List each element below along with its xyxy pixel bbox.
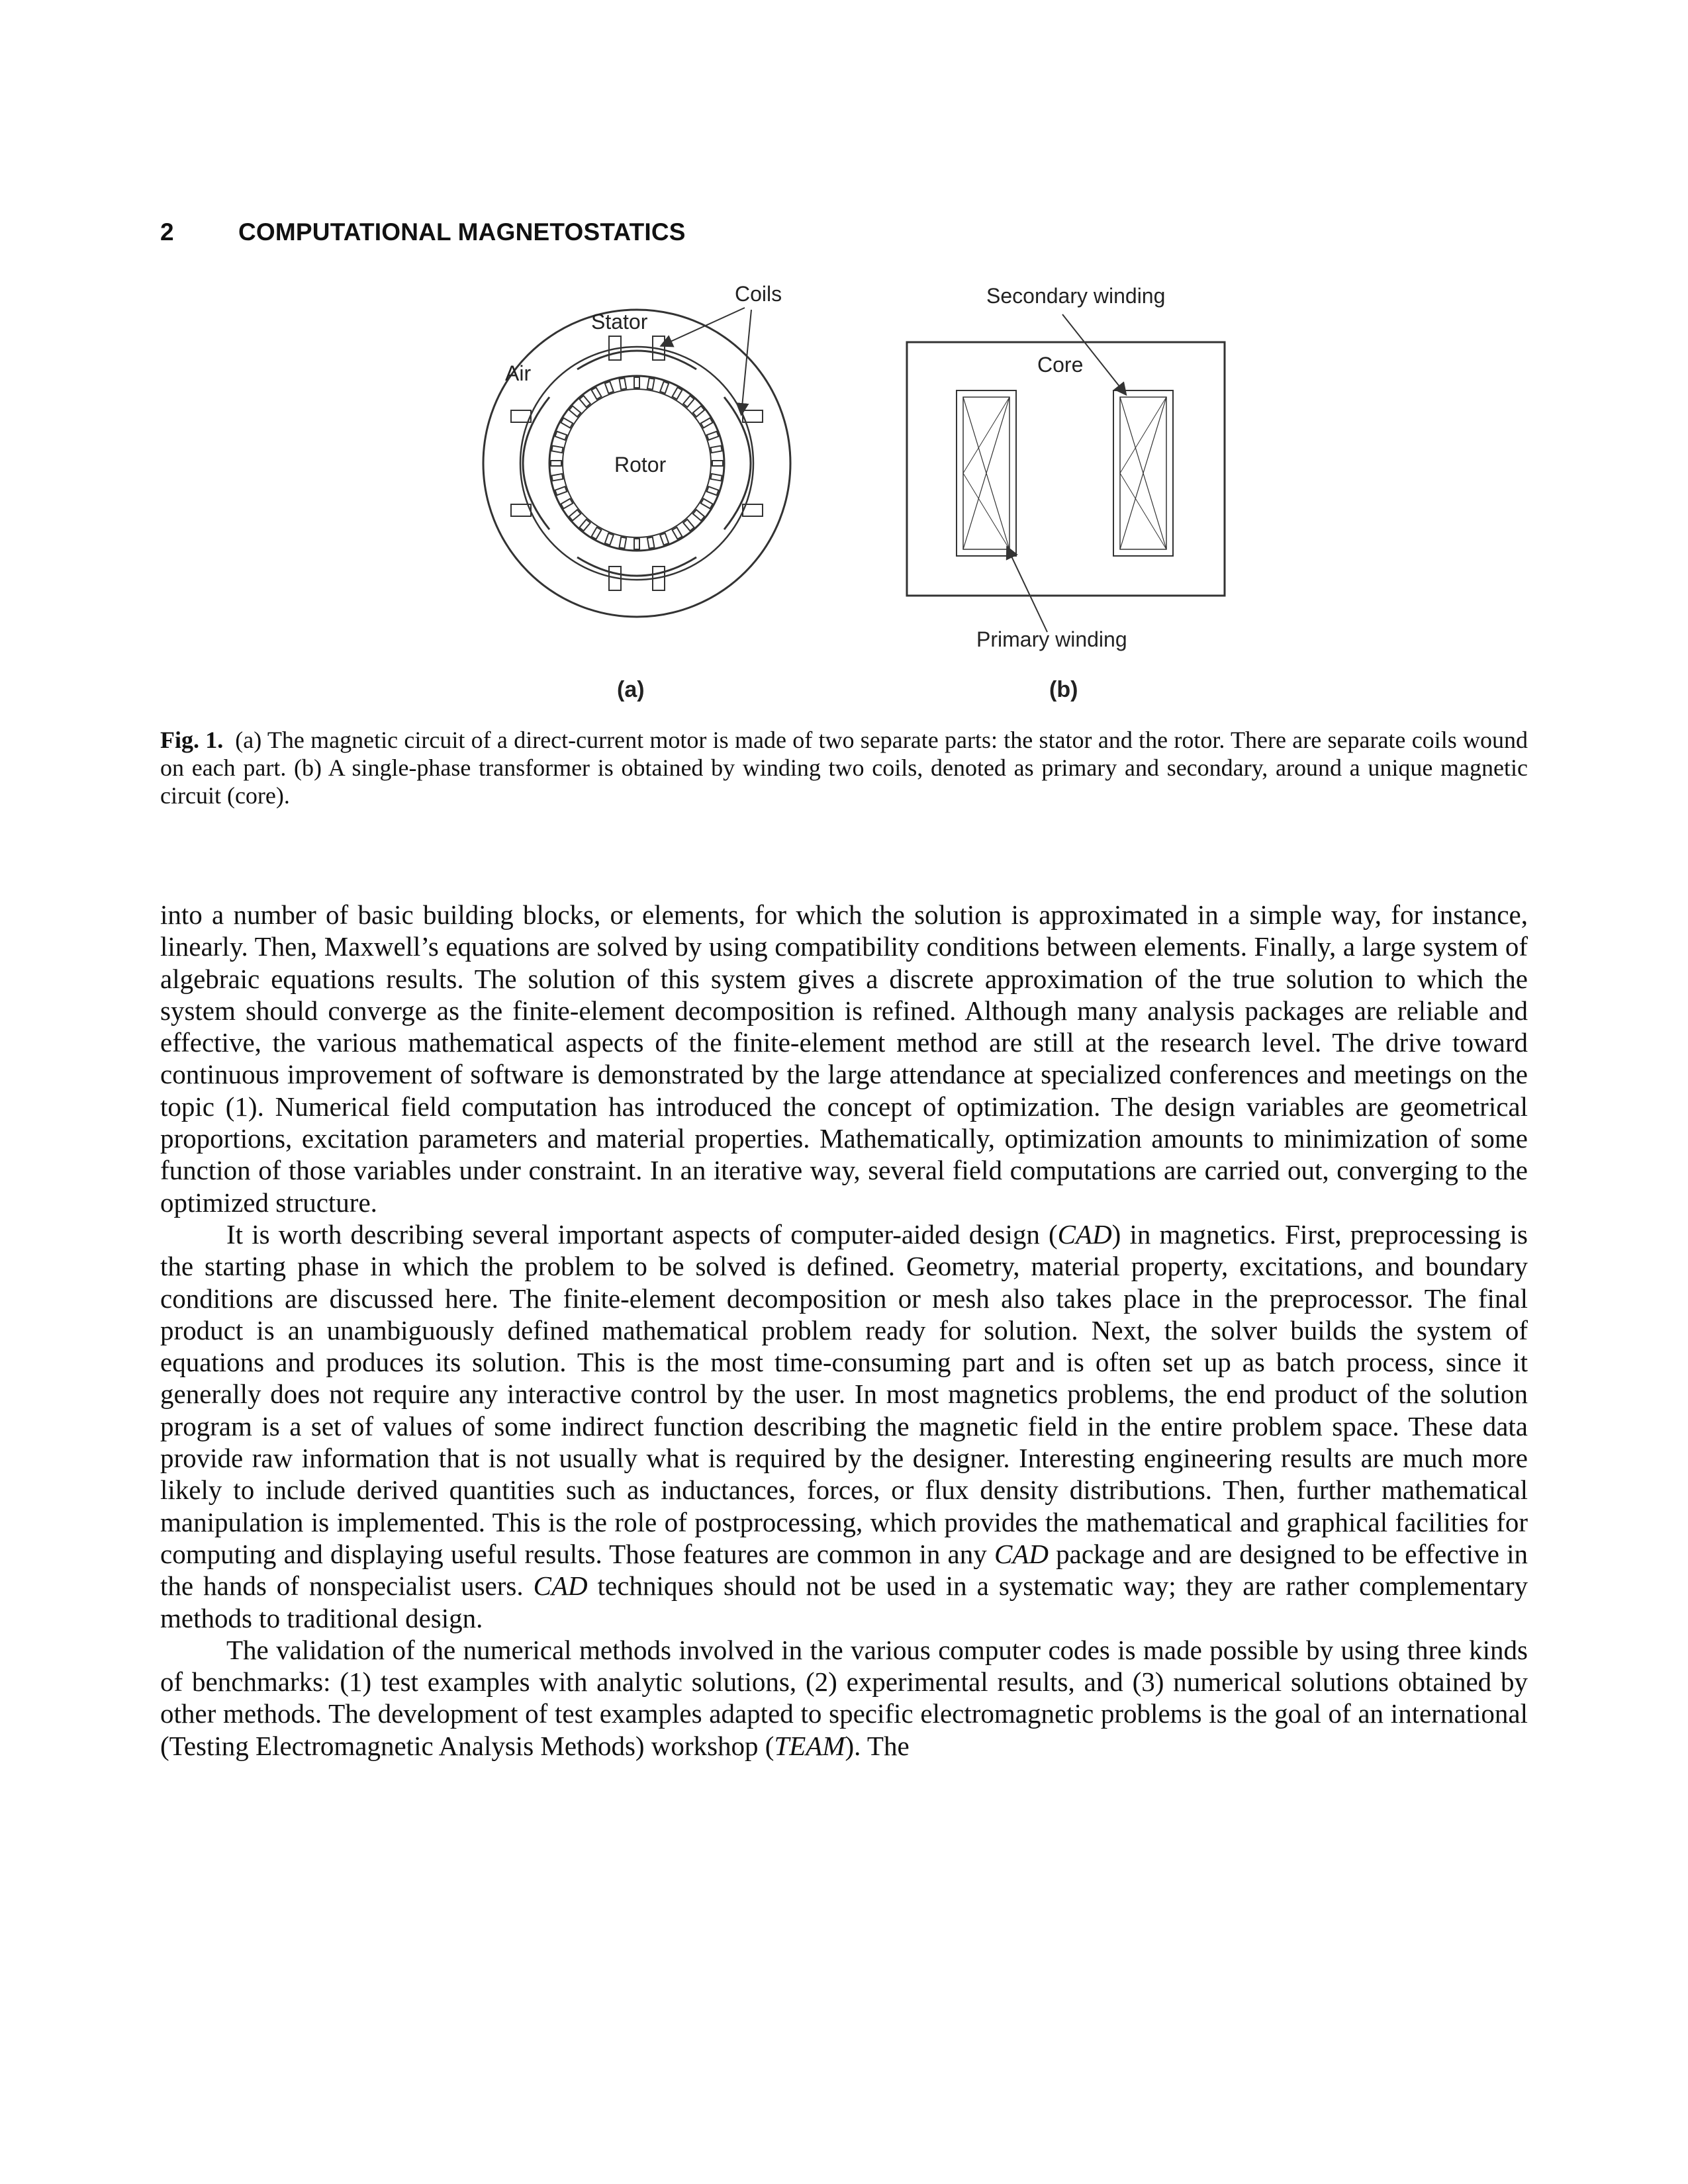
figure-1-drawing [463, 285, 1258, 715]
rotor-slot [619, 537, 626, 549]
rotor-slot [579, 396, 590, 407]
label-rotor: Rotor [614, 453, 667, 477]
rotor-slot [673, 527, 682, 539]
p3-text-2: ). The [845, 1730, 910, 1761]
transformer-core-outer [907, 342, 1225, 596]
rotor-slot [569, 510, 581, 520]
p2-text-4: techniques should not be used in a systematic way; they are rather complementary methods to traditional design. [160, 1570, 1528, 1633]
rotor-slot [605, 533, 614, 545]
rotor-slot [551, 474, 563, 481]
caption-text: (a) The magnetic circuit of a direct-current motor is made of two separate parts: the stator and the rotor. There are separate coils wound on each part. (b) A single-phase transformer is obtained by winding two coils, denoted as primary and secondary, around a unique magnetic circuit (core). [160, 727, 1528, 809]
label-air: Air [505, 361, 532, 385]
p2-text-3: package and are designed to be effective in the hands of nonspecialist users. [160, 1538, 1528, 1602]
p2-cad-1: CAD [1057, 1218, 1112, 1250]
rotor-slot [579, 520, 590, 531]
rotor-slot [707, 486, 719, 495]
pole-shoe-left [523, 397, 549, 529]
paragraph-1: into a number of basic building blocks, or elements, for which the solution is approximated in a simple way, for instance, linearly. Then, Maxwell’s equations are solved by using compatibility conditions between elements. Finally, a large system of algebraic equations results. The solution of this system gives a discrete approximation of the true solution to which the system should converge as the finite-element decomposition is refined. Although many analysis packages are reliable and effective, the various mathematical aspects of the finite-element method are still at the research level. The drive toward continuous improvement of software is demonstrated by the large attendance at specialized conferences and meetings on the topic (1). Numerical field computation has introduced the concept of optimization. The design variables are geometrical proportions, excitation parameters and material properties. Mathematically, optimization amounts to minimization of some function of those variables under constraint. In an iterative way, several field computations are carried out, converging to the optimized structure. [160, 899, 1528, 1218]
rotor-slot [701, 418, 713, 428]
label-primary-winding: Primary winding [976, 627, 1127, 651]
pole-shoe-right [724, 397, 751, 529]
sublabel-a: (a) [617, 677, 645, 702]
label-secondary-winding: Secondary winding [986, 285, 1166, 308]
pole-shoe-bottom [577, 557, 696, 576]
rotor-slot [647, 537, 655, 549]
pole-shoe-top [577, 351, 696, 369]
section-title: COMPUTATIONAL MAGNETOSTATICS [238, 218, 686, 246]
p3-team: TEAM [774, 1730, 845, 1761]
page-number: 2 [160, 218, 174, 246]
p2-cad-3: CAD [533, 1570, 588, 1602]
figure-1 [463, 285, 1258, 715]
rotor-slot [592, 527, 602, 539]
label-coils: Coils [735, 285, 782, 306]
running-head [160, 218, 686, 246]
rotor-slot [711, 474, 722, 481]
p2-text-2: ) in magnetics. First, preprocessing is the starting phase in which the problem to be solved is defined. Geometry, material property, excitations, and boundary conditions are discussed here. The finite-element decomposition or mesh also takes place in the preprocessor. The final product is an unambiguously defined mathematical problem ready for solution. Next, the solver builds the system of equations and produces its solution. This is the most time-consuming part and is often set up as batch process, since it generally does not require any interactive control by the user. In most magnetics problems, the end product of the solution program is a set of values of some indirect function describing the magnetic field in the entire problem space. These data provide raw information that is not usually what is required by the designer. Interesting engineering results are much more likely to include derived quantities such as inductances, forces, or flux density distributions. Then, further mathematical manipulation is implemented. This is the role of postprocessing, which provides the mathematical and graphical facilities for computing and displaying useful results. Those features are common in any [160, 1218, 1528, 1569]
caption-label: Fig. 1. [160, 727, 224, 753]
rotor-slot [551, 461, 561, 466]
coils-leader-2 [741, 310, 751, 414]
sublabel-b: (b) [1049, 677, 1078, 702]
rotor-slot [660, 382, 669, 394]
rotor-slot [693, 406, 704, 416]
paragraph-2 [160, 1218, 1528, 1634]
rotor-slot [683, 520, 694, 531]
rotor-slot [569, 406, 581, 416]
primary-leader [1008, 548, 1047, 632]
secondary-cross-line [1120, 397, 1166, 473]
primary-cross-line [963, 473, 1009, 549]
body-text [160, 899, 1528, 1762]
rotor-slot [561, 418, 573, 428]
rotor-slot [683, 396, 694, 407]
rotor-slot [592, 387, 602, 399]
figure-caption [160, 726, 1528, 809]
rotor-slot [647, 378, 655, 389]
rotor-slot [712, 461, 723, 466]
p2-text-1: It is worth describing several important aspects of computer-aided design ( [226, 1218, 1058, 1250]
rotor-slot [555, 486, 567, 495]
rotor-slot [693, 510, 704, 520]
p3-text-1: The validation of the numerical methods involved in the various computer codes is made possible by using three kinds of benchmarks: (1) test examples with analytic solutions, (2) experimental results, and (3) numerical solutions obtained by other methods. The development of test examples adapted to specific electromagnetic problems is the goal of an international (Testing Electromagnetic Analysis Methods) workshop ( [160, 1634, 1528, 1761]
secondary-cross-line [1120, 473, 1166, 549]
rotor-slot [707, 432, 719, 440]
paragraph-3 [160, 1634, 1528, 1762]
rotor-slot [634, 377, 639, 388]
rotor-slot [711, 445, 722, 453]
label-stator: Stator [591, 310, 648, 334]
rotor-slot [561, 499, 573, 509]
rotor-slot [660, 533, 669, 545]
p2-cad-2: CAD [994, 1538, 1049, 1569]
rotor-slot [555, 432, 567, 440]
rotor-slot [701, 499, 713, 509]
rotor-slot [605, 382, 614, 394]
rotor-slot [619, 378, 626, 389]
rotor-slot [634, 539, 639, 549]
rotor-slot [673, 387, 682, 399]
label-core: Core [1037, 353, 1084, 377]
rotor-slot [551, 445, 563, 453]
primary-cross-line [963, 397, 1009, 473]
